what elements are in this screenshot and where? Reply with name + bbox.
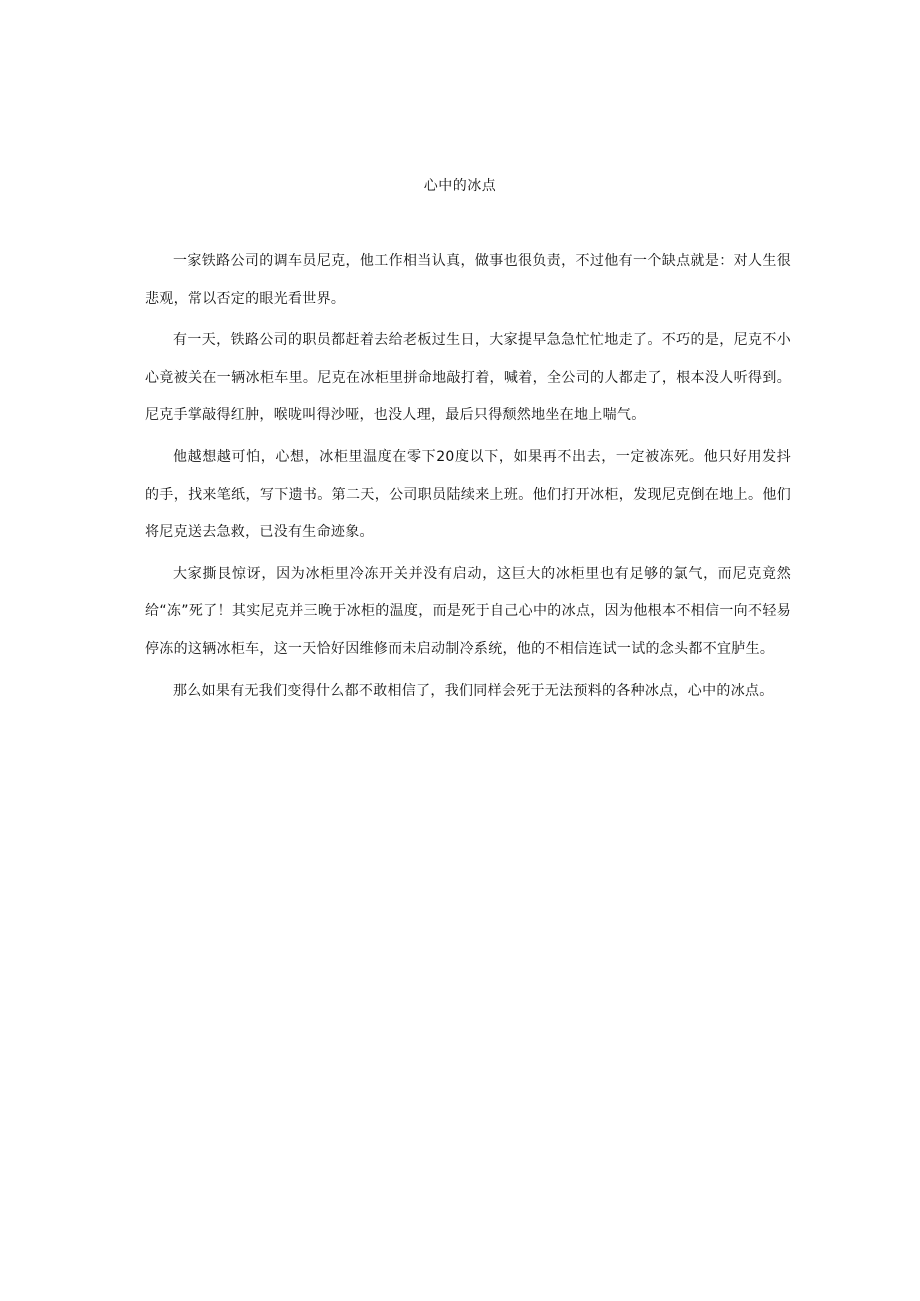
paragraph: 有一天，铁路公司的职员都赶着去给老板过生日，大家提早急急忙忙地走了。不巧的是，尼克不小心竟被关在一辆冰柜车里。尼克在冰柜里拼命地敲打着，喊着，全公司的人都走了，根本没人听得到。尼克手掌敲得红肿，喉咙叫得沙哑，也没人理，最后只得颓然地坐在地上喘气。 (145, 332, 791, 424)
document-body (145, 243, 791, 714)
paragraph: 那么如果有无我们变得什么都不敢相信了，我们同样会死于无法预料的各种冰点，心中的冰点。 (173, 682, 774, 699)
paragraph: 他越想越可怕，心想，冰柜里温度在零下20度以下，如果再不出去，一定被冻死。他只好用发抖的手，找来笔纸，写下遗书。第二天，公司职员陆续来上班。他们打开冰柜，发现尼克倒在地上。他们将尼克送去急救，已没有生命迹象。 (145, 448, 791, 541)
paragraph: 一家铁路公司的调车员尼克，他工作相当认真，做事也很负责，不过他有一个缺点就是：对人生很悲观，常以否定的眼光看世界。 (145, 253, 791, 307)
paragraph: 大家撕艮惊讶，因为冰柜里冷冻开关并没有启动，这巨大的冰柜里也有足够的氯气，而尼克竟然给“冻”死了！其实尼克并三晚于冰柜的温度，而是死于自己心中的冰点，因为他根本不相信一向不轻易停冻的这辆冰柜车，这一天恰好因维修而未启动制冷系统，他的不相信连试一试的念头都不宜胪生。 (145, 565, 791, 657)
document-title: 心中的冰点 (423, 178, 497, 194)
